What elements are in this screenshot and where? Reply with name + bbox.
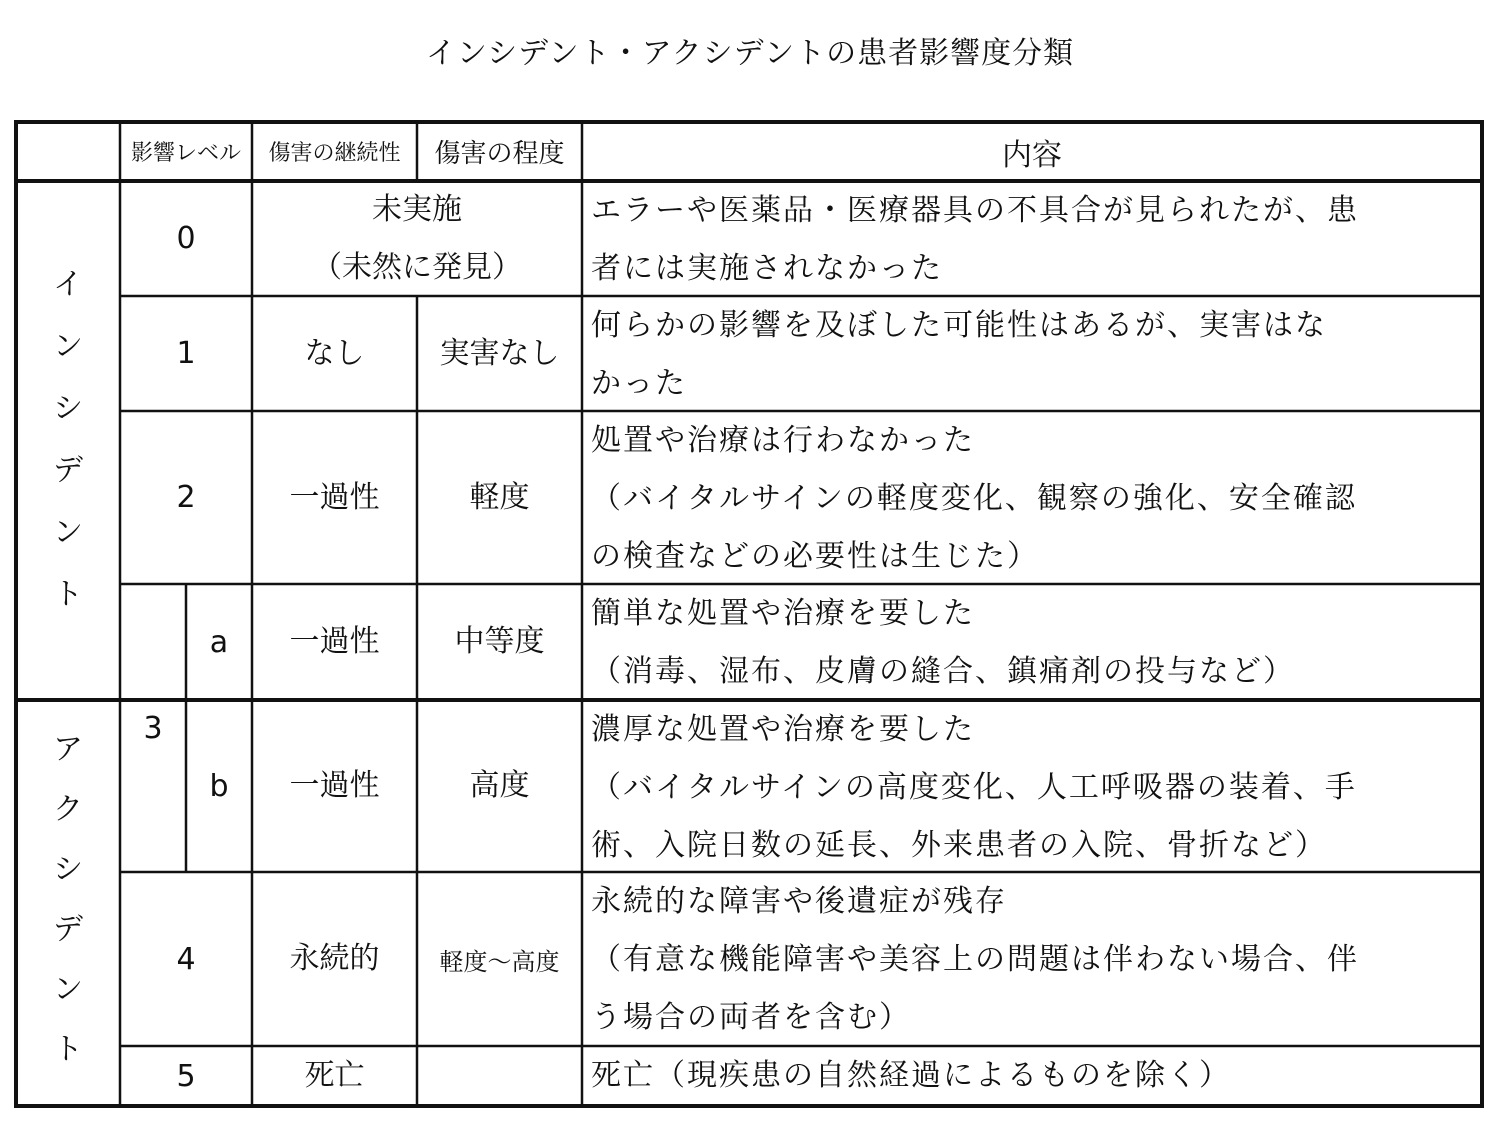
accident-char: ア: [53, 732, 83, 767]
content-line: 簡単な処置や治療を要した: [591, 596, 975, 631]
degree-4: 軽度～高度: [439, 947, 560, 976]
content-line: エラーや医薬品・医療器具の不具合が見られたが、患: [591, 193, 1359, 228]
content-line: 濃厚な処置や治療を要した: [591, 712, 975, 747]
content-line: の検査などの必要性は生じた）: [591, 539, 1039, 574]
content-2: [591, 412, 1471, 586]
level-3: 3: [143, 710, 163, 746]
content-5: [591, 1047, 1471, 1105]
status-line: （未然に発見）: [312, 249, 522, 285]
content-line: （バイタルサインの軽度変化、観察の強化、安全確認: [591, 481, 1357, 516]
level-1: 1: [176, 336, 196, 371]
degree-2: 軽度: [469, 479, 530, 515]
content-3b: [591, 701, 1471, 875]
accident-char: ン: [53, 972, 83, 1007]
accident-label: [16, 732, 120, 1067]
incident-char: シ: [53, 391, 83, 426]
continuity-5: 死亡: [304, 1058, 365, 1093]
accident-char: シ: [53, 852, 83, 887]
content-3a: [591, 585, 1471, 701]
level-5: 5: [176, 1058, 196, 1094]
degree-3b: 高度: [469, 768, 530, 803]
incident-char: ン: [53, 329, 83, 364]
content-line: 術、入院日数の延長、外来患者の入院、骨折など）: [591, 828, 1327, 863]
content-line: 者には実施されなかった: [591, 251, 943, 286]
header-degree: 傷害の程度: [434, 139, 565, 169]
header-content: 内容: [1002, 137, 1062, 173]
incident-char: イ: [53, 267, 83, 302]
page-title: インシデント・アクシデントの患者影響度分類: [425, 36, 1075, 71]
content-line: 永続的な障害や後遺症が残存: [591, 884, 1007, 919]
incident-char: ン: [53, 515, 83, 550]
level-4: 4: [176, 941, 196, 977]
continuity-4: 永続的: [289, 941, 380, 976]
status-line: 未実施: [372, 191, 462, 227]
header-level: 影響レベル: [130, 141, 241, 166]
content-0: [591, 182, 1471, 298]
content-4: [591, 873, 1471, 1047]
content-line: （有意な機能障害や美容上の問題は伴わない場合、伴: [591, 942, 1359, 977]
continuity-1: なし: [304, 335, 365, 371]
content-line: 死亡（現疾患の自然経過によるものを除く）: [591, 1058, 1231, 1093]
content-line: 処置や治療は行わなかった: [591, 423, 975, 458]
sublevel-3a: a: [209, 624, 229, 660]
level-2: 2: [176, 480, 196, 515]
continuity-3b: 一過性: [289, 768, 380, 803]
status-unexecuted: [252, 181, 582, 296]
accident-char: デ: [53, 912, 83, 947]
content-line: （バイタルサインの高度変化、人工呼吸器の装着、手: [591, 770, 1357, 805]
content-line: う場合の両者を含む）: [591, 1000, 911, 1035]
sublevel-3b: b: [209, 768, 229, 804]
content-line: かった: [591, 366, 687, 401]
accident-char: ク: [53, 792, 83, 827]
level-0: 0: [176, 221, 196, 256]
header-continuity: 傷害の継続性: [268, 141, 401, 166]
degree-3a: 中等度: [454, 624, 545, 659]
content-line: 何らかの影響を及ぼした可能性はあるが、実害はな: [591, 308, 1327, 343]
continuity-3a: 一過性: [289, 624, 380, 659]
incident-char: ト: [53, 577, 83, 612]
content-line: （消毒、湿布、皮膚の縫合、鎮痛剤の投与など）: [591, 654, 1295, 689]
degree-1: 実害なし: [439, 335, 560, 371]
incident-label: [16, 267, 120, 612]
incident-char: デ: [53, 453, 83, 488]
degree-5: [417, 1046, 582, 1106]
continuity-2: 一過性: [289, 479, 380, 515]
content-1: [591, 297, 1471, 413]
accident-char: ト: [53, 1032, 83, 1067]
